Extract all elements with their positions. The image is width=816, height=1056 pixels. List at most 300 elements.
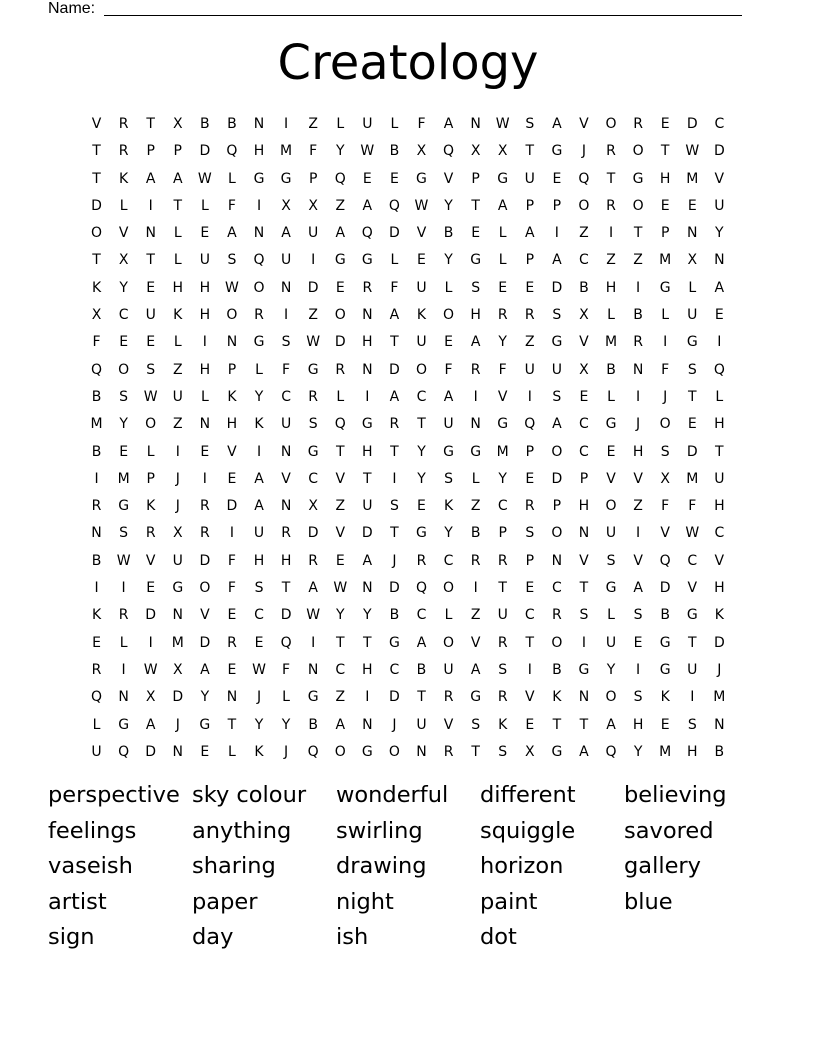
grid-cell: T [363, 470, 372, 487]
grid-cell: S [525, 116, 535, 132]
grid-cell: A [145, 170, 156, 187]
grid-cell: V [416, 225, 427, 242]
grid-cell: C [254, 607, 264, 624]
grid-cell: T [146, 116, 155, 132]
grid-cell: M [686, 470, 699, 487]
grid-row [83, 275, 733, 302]
grid-cell: D [307, 525, 319, 542]
word-list-item: savored [624, 817, 714, 844]
grid-cell: B [91, 388, 102, 405]
grid-cell: C [416, 388, 427, 405]
grid-cell: U [253, 525, 265, 542]
grid-cell: D [551, 279, 563, 296]
grid-cell: P [146, 470, 155, 487]
grid-cell: F [309, 143, 318, 160]
grid-cell: A [443, 116, 454, 132]
grid-cell: G [632, 170, 644, 187]
grid-cell: N [362, 361, 373, 378]
grid-cell: E [660, 197, 670, 214]
grid-cell: F [92, 334, 101, 351]
grid-cell: E [525, 716, 535, 733]
grid-cell: Y [254, 716, 264, 733]
grid-cell: R [606, 197, 616, 214]
grid-cell: H [714, 580, 725, 597]
grid-cell: G [443, 443, 454, 460]
grid-cell: O [605, 689, 617, 706]
grid-cell: Q [307, 743, 319, 760]
grid-cell: M [713, 689, 726, 706]
grid-cell: E [579, 388, 589, 405]
grid-cell: T [417, 689, 426, 706]
grid-cell: N [470, 116, 481, 132]
grid-cell: I [175, 443, 180, 460]
grid-cell: A [200, 661, 210, 678]
grid-cell: T [390, 525, 399, 542]
grid-cell: J [636, 416, 641, 433]
grid-cell: R [443, 689, 454, 706]
grid-cell: E [660, 716, 670, 733]
grid-cell: M [686, 170, 699, 187]
grid-cell: D [713, 634, 725, 651]
grid-cell: H [470, 307, 481, 324]
grid-cell: C [579, 416, 589, 433]
grid-cell: D [686, 116, 698, 132]
grid-cell: J [717, 661, 722, 678]
grid-cell: R [308, 552, 319, 569]
grid-cell: A [606, 716, 616, 733]
grid-cell: Q [388, 197, 400, 214]
grid-cell: V [497, 388, 508, 405]
grid-cell: U [497, 607, 508, 624]
grid-cell: E [254, 634, 264, 651]
grid-cell: S [552, 388, 562, 405]
grid-cell: M [659, 252, 672, 269]
grid-cell: R [606, 143, 616, 160]
grid-cell: E [119, 334, 129, 351]
grid-cell: D [686, 443, 698, 460]
grid-cell: G [551, 143, 563, 160]
grid-cell: K [173, 307, 183, 324]
grid-cell: R [470, 361, 481, 378]
grid-row [83, 220, 733, 247]
grid-cell: F [661, 498, 670, 515]
grid-cell: N [362, 580, 373, 597]
grid-cell: Q [605, 743, 617, 760]
grid-cell: G [361, 416, 373, 433]
grid-cell: D [389, 580, 400, 597]
grid-cell: I [121, 661, 126, 678]
grid-cell: R [91, 498, 102, 515]
grid-cell: P [227, 361, 237, 378]
grid-cell: S [525, 525, 535, 542]
name-label: Name: [48, 0, 96, 17]
grid-cell: N [470, 416, 481, 433]
grid-cell: Q [659, 552, 671, 569]
word-list-item: swirling [336, 817, 423, 844]
grid-cell: P [525, 443, 535, 460]
grid-cell: X [172, 116, 183, 132]
word-list-item: perspective [48, 782, 180, 808]
grid-cell: X [145, 689, 156, 706]
grid-row [83, 630, 733, 657]
grid-cell: M [280, 143, 293, 160]
grid-cell: N [172, 607, 184, 624]
grid-cell: P [552, 197, 562, 214]
grid-cell: U [416, 279, 427, 296]
grid-cell: W [143, 388, 158, 405]
grid-cell: D [659, 580, 671, 597]
grid-cell: Z [579, 225, 589, 242]
grid-cell: B [389, 143, 400, 160]
grid-cell: L [471, 470, 480, 487]
grid-cell: R [552, 607, 562, 624]
grid-cell: S [254, 580, 264, 597]
grid-row [83, 439, 733, 466]
grid-cell: H [659, 170, 671, 187]
grid-cell: D [389, 361, 400, 378]
grid-cell: A [552, 416, 562, 433]
grid-cell: I [284, 116, 289, 132]
grid-cell: L [146, 443, 155, 460]
word-list-item: paper [192, 888, 258, 915]
grid-cell: J [392, 716, 397, 733]
grid-cell: S [498, 743, 508, 760]
grid-cell: T [660, 143, 670, 160]
grid-cell: O [632, 143, 644, 160]
grid-cell: L [92, 716, 101, 733]
grid-cell: Z [172, 361, 183, 378]
grid-cell: O [199, 580, 211, 597]
word-list-item: sharing [192, 853, 276, 880]
grid-cell: T [146, 252, 155, 269]
grid-cell: E [417, 252, 426, 269]
grid-cell: X [579, 361, 589, 378]
word-list-item: sky colour [192, 782, 307, 808]
grid-cell: A [443, 388, 454, 405]
grid-cell: D [307, 279, 319, 296]
grid-cell: T [525, 143, 535, 160]
grid-cell: E [92, 634, 101, 651]
grid-cell: Y [444, 525, 453, 542]
grid-cell: R [199, 525, 210, 542]
grid-cell: Y [200, 689, 210, 706]
grid-cell: R [118, 607, 129, 624]
grid-cell: I [365, 388, 370, 405]
grid-cell: W [116, 552, 131, 569]
grid-cell: R [335, 361, 346, 378]
grid-cell: V [579, 334, 589, 351]
word-list-item: squiggle [480, 817, 576, 844]
grid-cell: S [633, 607, 643, 624]
grid-cell: P [525, 552, 535, 569]
grid-cell: G [605, 416, 617, 433]
grid-cell: L [173, 252, 182, 269]
grid-cell: P [498, 525, 507, 542]
grid-cell: T [92, 143, 101, 160]
grid-cell: N [226, 334, 238, 351]
grid-cell: G [307, 689, 319, 706]
grid-cell: R [497, 634, 508, 651]
grid-cell: F [282, 361, 291, 378]
grid-cell: V [606, 470, 616, 487]
grid-row [83, 193, 733, 220]
grid-cell: O [145, 416, 157, 433]
grid-cell: R [362, 279, 373, 296]
grid-cell: Q [415, 580, 427, 597]
grid-cell: V [579, 552, 589, 569]
grid-cell: U [145, 307, 156, 324]
grid-cell: A [579, 743, 589, 760]
grid-cell: X [416, 143, 427, 160]
grid-cell: M [496, 443, 509, 460]
grid-cell: C [714, 525, 725, 542]
grid-cell: A [416, 634, 427, 651]
grid-cell: V [660, 525, 670, 542]
grid-cell: W [306, 334, 321, 351]
grid-cell: B [633, 307, 643, 324]
grid-cell: I [311, 634, 316, 651]
grid-cell: T [687, 388, 697, 405]
grid-cell: D [551, 470, 563, 487]
grid-cell: K [254, 743, 264, 760]
grid-cell: R [443, 743, 454, 760]
grid-cell: C [714, 116, 725, 132]
grid-cell: F [444, 361, 453, 378]
grid-cell: S [660, 443, 670, 460]
grid-cell: E [227, 661, 237, 678]
grid-cell: S [498, 661, 508, 678]
grid-cell: B [308, 716, 318, 733]
grid-cell: G [307, 361, 319, 378]
grid-cell: V [145, 552, 156, 569]
grid-cell: O [632, 197, 644, 214]
grid-cell: T [417, 416, 426, 433]
grid-cell: R [199, 498, 210, 515]
grid-cell: D [172, 689, 184, 706]
grid-cell: R [227, 634, 237, 651]
grid-row [83, 466, 733, 493]
grid-cell: Z [308, 307, 318, 324]
name-underline[interactable] [104, 15, 742, 16]
grid-cell: W [685, 525, 700, 542]
grid-cell: U [524, 170, 535, 187]
grid-cell: P [660, 225, 670, 242]
grid-cell: A [470, 661, 481, 678]
grid-cell: Q [226, 143, 238, 160]
grid-cell: T [471, 197, 480, 214]
grid-cell: P [525, 197, 535, 214]
word-list-item: drawing [336, 853, 427, 880]
grid-cell: R [497, 552, 508, 569]
grid-cell: Y [498, 470, 507, 487]
grid-cell: H [362, 661, 373, 678]
grid-cell: G [605, 580, 617, 597]
grid-cell: Y [119, 279, 128, 296]
grid-cell: L [715, 388, 724, 405]
grid-row [83, 302, 733, 329]
grid-cell: B [91, 443, 102, 460]
grid-cell: R [91, 661, 102, 678]
grid-cell: E [335, 279, 345, 296]
grid-cell: H [280, 552, 292, 569]
grid-cell: E [444, 334, 453, 351]
grid-cell: C [579, 443, 589, 460]
grid-cell: E [146, 279, 156, 296]
grid-cell: U [280, 252, 292, 269]
grid-cell: F [390, 279, 399, 296]
grid-cell: G [470, 443, 482, 460]
grid-cell: I [527, 388, 532, 405]
grid-cell: T [92, 170, 101, 187]
grid-cell: F [688, 498, 697, 515]
grid-cell: W [685, 143, 700, 160]
word-list-item: anything [192, 817, 292, 844]
grid-cell: A [470, 334, 481, 351]
word-list-item: night [336, 888, 394, 915]
grid-cell: E [633, 634, 643, 651]
grid-cell: Y [254, 388, 264, 405]
grid-cell: L [119, 634, 128, 651]
grid-cell: P [471, 170, 480, 187]
grid-cell: J [581, 143, 587, 160]
grid-cell: V [714, 170, 725, 187]
grid-cell: E [525, 580, 535, 597]
grid-cell: V [200, 607, 210, 624]
word-list-item: vaseish [48, 853, 133, 880]
grid-cell: Q [334, 416, 346, 433]
grid-cell: V [335, 525, 346, 542]
grid-cell: L [498, 252, 507, 269]
grid-cell: K [416, 307, 427, 324]
grid-cell: O [91, 225, 103, 242]
grid-cell: R [118, 116, 129, 132]
word-list-item: horizon [480, 853, 564, 880]
grid-cell: K [146, 498, 156, 515]
grid-cell: E [227, 470, 237, 487]
grid-cell: U [551, 361, 562, 378]
grid-cell: I [608, 225, 614, 242]
word-list-item: different [480, 782, 576, 808]
grid-cell: H [199, 279, 211, 296]
grid-row [83, 657, 733, 684]
grid-cell: I [256, 443, 262, 460]
grid-cell: D [91, 197, 102, 214]
grid-cell: U [362, 498, 373, 515]
grid-cell: N [714, 252, 725, 269]
grid-cell: N [714, 716, 725, 733]
grid-cell: L [390, 116, 399, 132]
grid-cell: S [389, 498, 399, 515]
grid-cell: G [253, 170, 265, 187]
grid-cell: L [498, 225, 507, 242]
word-list-item: artist [48, 888, 107, 915]
grid-cell: O [605, 498, 617, 515]
grid-cell: G [416, 170, 427, 187]
grid-cell: L [390, 252, 399, 269]
grid-cell: D [199, 634, 211, 651]
grid-cell: P [146, 143, 155, 160]
grid-cell: Q [578, 170, 590, 187]
grid-cell: Z [172, 416, 183, 433]
grid-cell: S [444, 470, 453, 487]
grid-cell: Y [119, 416, 128, 433]
grid-cell: D [713, 143, 725, 160]
grid-cell: V [633, 470, 643, 487]
grid-cell: A [552, 252, 562, 269]
grid-cell: L [173, 225, 182, 242]
grid-cell: O [388, 743, 400, 760]
grid-cell: O [334, 307, 346, 324]
grid-cell: V [714, 552, 725, 569]
grid-cell: N [199, 416, 211, 433]
grid-cell: K [660, 689, 670, 706]
grid-cell: L [200, 388, 209, 405]
grid-cell: U [605, 634, 617, 651]
grid-cell: Y [606, 661, 616, 678]
grid-row [83, 548, 733, 575]
grid-cell: R [497, 689, 508, 706]
grid-cell: Q [280, 634, 292, 651]
grid-cell: H [578, 498, 590, 515]
grid-cell: Q [443, 143, 455, 160]
grid-cell: N [145, 225, 156, 242]
grid-cell: I [311, 252, 316, 269]
grid-cell: X [524, 743, 535, 760]
grid-cell: O [659, 416, 671, 433]
grid-cell: P [552, 498, 562, 515]
grid-cell: D [199, 143, 211, 160]
grid-cell: A [389, 388, 400, 405]
grid-cell: O [551, 525, 563, 542]
grid-cell: E [146, 580, 156, 597]
grid-cell: D [334, 334, 346, 351]
grid-cell: S [687, 716, 697, 733]
grid-cell: T [227, 716, 237, 733]
grid-cell: Z [335, 197, 346, 214]
grid-cell: I [473, 580, 478, 597]
grid-cell: G [361, 252, 373, 269]
grid-cell: Q [91, 689, 103, 706]
grid-cell: V [687, 580, 698, 597]
grid-cell: U [362, 116, 373, 132]
grid-cell: T [579, 580, 589, 597]
grid-cell: H [172, 279, 184, 296]
grid-cell: L [336, 116, 345, 132]
grid-cell: U [199, 252, 210, 269]
grid-cell: X [308, 498, 318, 515]
grid-cell: G [172, 580, 184, 597]
grid-cell: K [91, 607, 102, 624]
grid-cell: L [336, 388, 345, 405]
grid-cell: I [636, 279, 641, 296]
grid-cell: K [552, 689, 562, 706]
grid-cell: Z [633, 252, 643, 269]
grid-cell: C [308, 470, 319, 487]
grid-cell: C [443, 552, 454, 569]
grid-cell: D [361, 525, 373, 542]
grid-cell: O [118, 361, 130, 378]
grid-cell: E [200, 443, 210, 460]
grid-cell: U [416, 716, 427, 733]
grid-cell: O [578, 197, 590, 214]
grid-cell: T [606, 170, 616, 187]
grid-cell: C [579, 252, 589, 269]
grid-cell: O [334, 743, 346, 760]
grid-cell: Q [118, 743, 130, 760]
grid-cell: I [256, 197, 262, 214]
name-field[interactable] [48, 0, 748, 20]
grid-cell: G [659, 279, 671, 296]
